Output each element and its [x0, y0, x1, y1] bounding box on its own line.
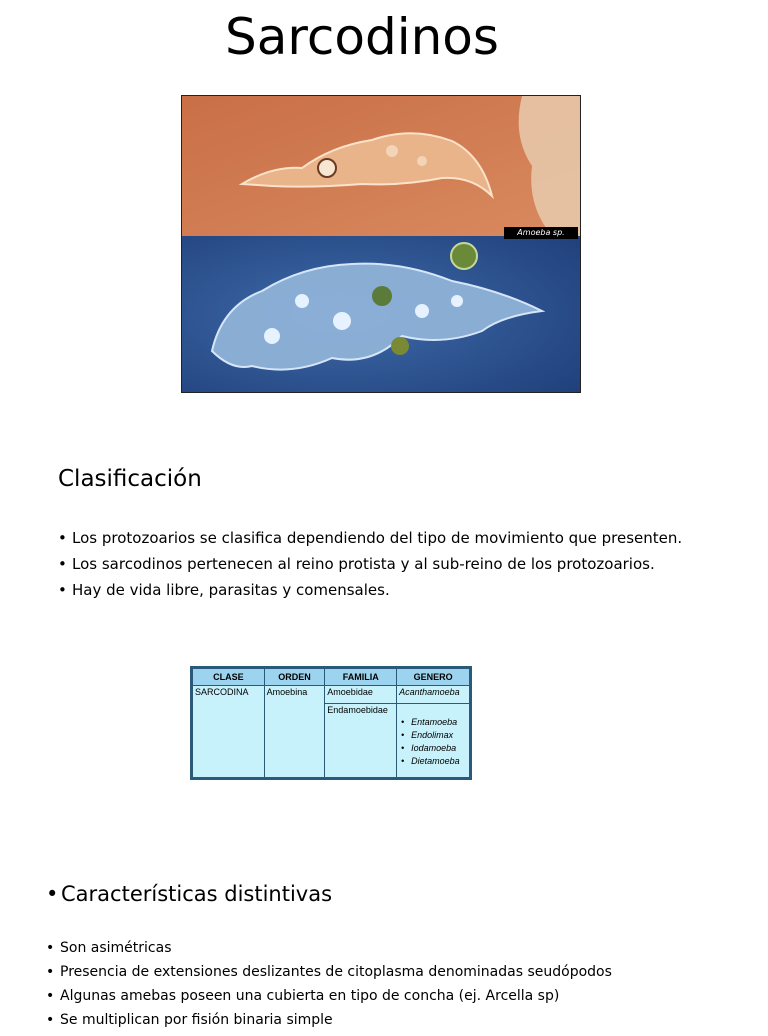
- table-row: [193, 686, 470, 778]
- list-item: • Los sarcodinos pertenecen al reino protista y al sub-reino de los protozoarios.: [58, 556, 718, 573]
- list-item: • Algunas amebas poseen una cubierta en tipo de concha (ej. Arcella sp): [46, 988, 746, 1004]
- amoeba-micrograph: [182, 96, 580, 392]
- clase-cell: [193, 686, 265, 778]
- list-item: • Presencia de extensiones deslizantes de citoplasma denominadas seudópodos: [46, 964, 746, 980]
- column-header: FAMILIA: [325, 669, 397, 686]
- list-item: • Iodamoeba: [401, 742, 469, 755]
- list-item: • Hay de vida libre, parasitas y comensales.: [58, 582, 718, 599]
- characteristics-heading: • Características distintivas: [46, 882, 332, 906]
- orden-value: Amoebina: [266, 687, 308, 697]
- figure-caption: Amoeba sp.: [504, 227, 578, 239]
- classification-list: [58, 530, 718, 608]
- column-header: ORDEN: [264, 669, 325, 686]
- genero-cell: [397, 686, 470, 778]
- familia-value: Endamoebidae: [327, 705, 388, 715]
- genero-value: Acanthamoeba: [399, 687, 460, 697]
- column-header: CLASE: [193, 669, 265, 686]
- characteristics-list: [46, 940, 746, 1036]
- list-item: • Son asimétricas: [46, 940, 746, 956]
- clase-value: SARCODINA: [195, 687, 249, 697]
- familia-cell: [325, 686, 397, 778]
- table-header-row: [193, 669, 470, 686]
- list-item: • Se multiplican por fisión binaria simple: [46, 1012, 746, 1028]
- classification-heading: Clasificación: [58, 466, 202, 492]
- list-item: • Endolimax: [401, 729, 469, 742]
- genus-list: [397, 716, 469, 768]
- list-item: • Entamoeba: [401, 716, 469, 729]
- familia-value: Amoebidae: [327, 687, 373, 697]
- page-title: Sarcodinos: [225, 8, 499, 66]
- amoeba-photo: [181, 95, 581, 393]
- list-item: • Dietamoeba: [401, 755, 469, 768]
- classification-table: [190, 666, 472, 780]
- list-item: • Los protozoarios se clasifica dependiendo del tipo de movimiento que presenten.: [58, 530, 718, 547]
- column-header: GENERO: [397, 669, 470, 686]
- orden-cell: [264, 686, 325, 778]
